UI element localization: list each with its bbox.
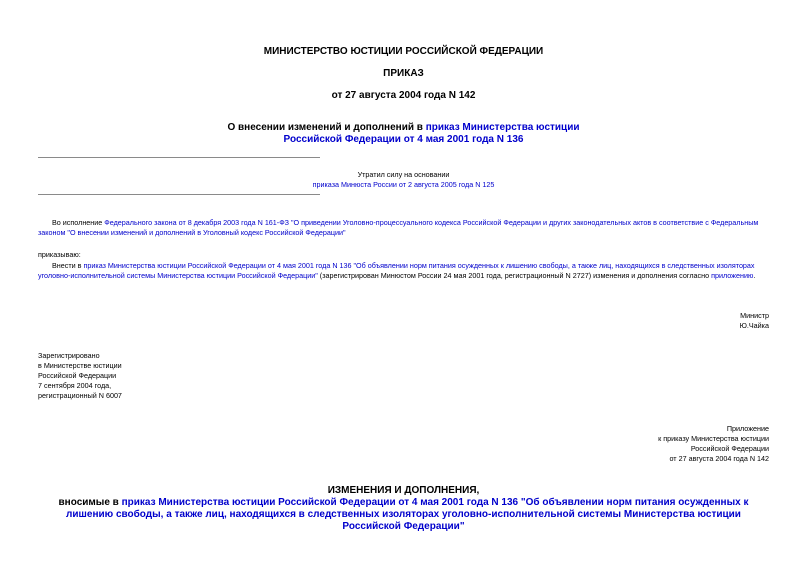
order-word: приказываю: xyxy=(38,250,81,259)
registration-line-4: 7 сентября 2004 года, xyxy=(38,381,112,390)
changes-prefix: вносимые в xyxy=(58,497,122,508)
divider-top xyxy=(38,157,320,158)
clause-paragraph xyxy=(38,261,770,281)
title-link-order-136[interactable]: приказ Министерства юстиции xyxy=(425,122,580,133)
registration-line-1: Зарегистрировано xyxy=(38,351,100,360)
doc-title xyxy=(0,122,807,146)
appendix-line-3: Российской Федерации xyxy=(690,444,769,453)
ministry-heading: МИНИСТЕРСТВО ЮСТИЦИИ РОССИЙСКОЙ ФЕДЕРАЦИИ xyxy=(263,46,544,57)
changes-heading: ИЗМЕНЕНИЯ И ДОПОЛНЕНИЯ, xyxy=(327,485,480,496)
registration-block xyxy=(38,351,122,401)
title-link-order-136-line2[interactable]: Российской Федерации от 4 мая 2001 года N 136 xyxy=(283,134,524,145)
appendix-line-1: Приложение xyxy=(726,424,769,433)
doc-date-number: от 27 августа 2004 года N 142 xyxy=(331,90,476,101)
preamble-law-link[interactable]: Федерального закона от 8 декабря 2003 года N 161-ФЗ "О приведении Уголовно-процессуального кодекса Российской Федерации и других законодательных актов в соответствие с Федеральным законом "О внесении изменений и дополнений в Уголовный кодекс Российской Федерации" xyxy=(38,218,759,237)
clause-appendix-link[interactable]: приложению xyxy=(711,271,754,280)
appendix-line-2: к приказу Министерства юстиции xyxy=(658,434,769,443)
registration-line-2: в Министерстве юстиции xyxy=(38,361,122,370)
changes-order-link[interactable]: приказ Министерства юстиции Российской Федерации от 4 мая 2001 года N 136 "Об объявлении норм питания осужденных к лишению свободы, а также лиц, находящихся в следственных изоляторах уголовно-исполнительной системы Министерства юстиции Российской Федерации" xyxy=(66,497,749,532)
doc-title-prefix: О внесении изменений и дополнений в xyxy=(227,122,426,133)
signature-block xyxy=(740,311,769,331)
repeal-note xyxy=(0,170,807,190)
repeal-text: Утратил силу на основании xyxy=(357,170,450,179)
doc-type-heading: ПРИКАЗ xyxy=(383,68,424,79)
clause-text-3: . xyxy=(753,271,756,280)
divider-bottom xyxy=(38,194,320,195)
clause-text-1: Внести в xyxy=(52,261,84,270)
changes-subheading xyxy=(48,497,759,533)
repeal-link[interactable]: приказа Минюста России от 2 августа 2005 года N 125 xyxy=(312,180,495,189)
clause-text-2: (зарегистрирован Минюстом России 24 мая 2001 года, регистрационный N 2727) изменения и дополнения согласно xyxy=(317,271,712,280)
registration-line-3: Российской Федерации xyxy=(38,371,117,380)
signature-position: Министр xyxy=(740,311,769,320)
clause-order-link[interactable]: приказ Министерства юстиции Российской Федерации от 4 мая 2001 года N 136 "Об объявлении норм питания осужденных к лишению свободы, а также лиц, находящихся в следственных изоляторах уголовно-исполнительной системы Министерства юстиции Российской Федерации" xyxy=(38,261,755,280)
appendix-block xyxy=(658,424,769,464)
signature-name: Ю.Чайка xyxy=(739,321,769,330)
preamble-paragraph xyxy=(38,218,770,238)
preamble-text: Во исполнение xyxy=(52,218,105,227)
registration-line-5: регистрационный N 6007 xyxy=(38,391,122,400)
appendix-line-4: от 27 августа 2004 года N 142 xyxy=(669,454,769,463)
